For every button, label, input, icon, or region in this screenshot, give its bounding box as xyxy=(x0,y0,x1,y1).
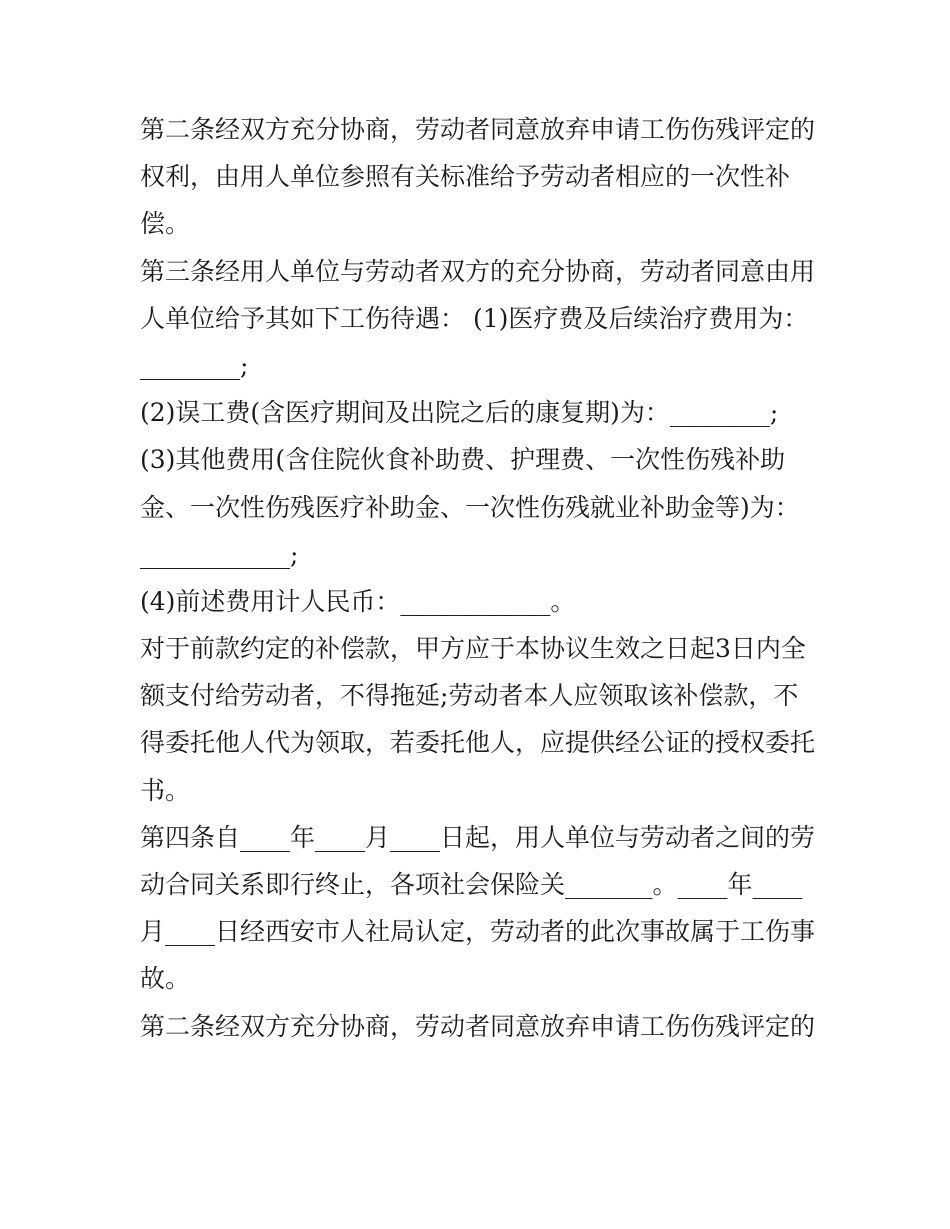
text-line: 书。 xyxy=(140,775,191,805)
text-line: (4)前述费用计人民币：____________。 xyxy=(140,586,576,616)
text-line: 人单位给予其如下工伤待遇： (1)医疗费及后续治疗费用为： xyxy=(140,303,809,333)
text-line: ________; xyxy=(140,350,249,380)
text-line: 偿。 xyxy=(140,209,191,239)
text-line: 月____日经西安市人社局认定，劳动者的此次事故属于工伤事 xyxy=(140,917,816,947)
text-line: 第四条自____年____月____日起，用人单位与劳动者之间的劳 xyxy=(140,822,816,852)
text-line: 对于前款约定的补偿款，甲方应于本协议生效之日起3日内全 xyxy=(140,634,806,664)
text-line: 额支付给劳动者，不得拖延;劳动者本人应领取该补偿款，不 xyxy=(140,681,799,711)
text-line: 第二条经双方充分协商，劳动者同意放弃申请工伤伤残评定的 xyxy=(140,1011,816,1041)
text-line: 得委托他人代为领取，若委托他人，应提供经公证的授权委托 xyxy=(140,728,816,758)
text-line: 故。 xyxy=(140,964,191,994)
text-line: 第三条经用人单位与劳动者双方的充分协商，劳动者同意由用 xyxy=(140,256,816,286)
text-line: 权利，由用人单位参照有关标准给予劳动者相应的一次性补 xyxy=(140,162,791,192)
text-line: 金、一次性伤残医疗补助金、一次性伤残就业补助金等)为： xyxy=(140,492,800,522)
text-line: (3)其他费用(含住院伙食补助费、护理费、一次性伤残补助 xyxy=(140,445,786,475)
text-line: ____________; xyxy=(140,539,299,569)
text-line: 动合同关系即行终止，各项社会保险关_______。____年____ xyxy=(140,870,803,899)
text-line: 第二条经双方充分协商，劳动者同意放弃申请工伤伤残评定的 xyxy=(140,115,816,144)
text-line: (2)误工费(含医疗期间及出院之后的康复期)为：________; xyxy=(140,398,779,428)
document-body xyxy=(140,106,820,1050)
